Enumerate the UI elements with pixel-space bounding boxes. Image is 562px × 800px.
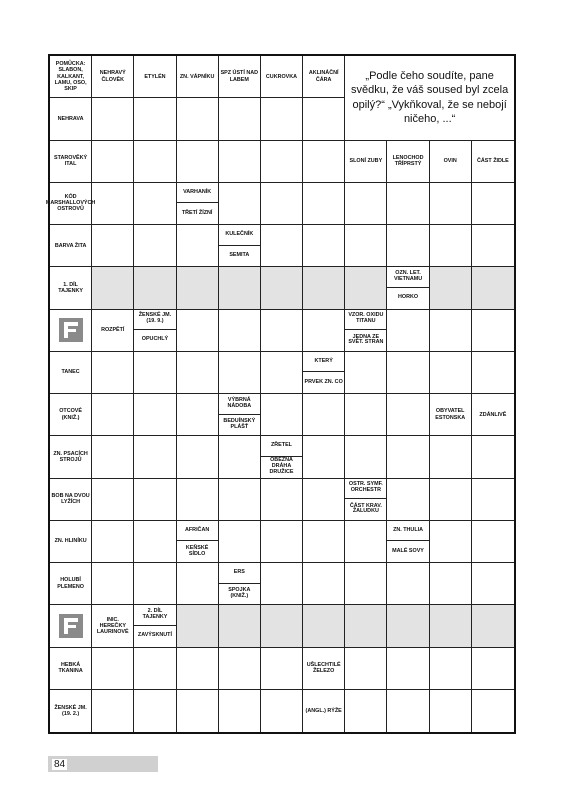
answer-cell[interactable] <box>134 352 176 394</box>
answer-cell[interactable] <box>177 479 219 521</box>
left-clue: BOB NA DVOU LYŽÍCH <box>50 479 92 521</box>
inner-clue: OBYVATEL ESTONSKA <box>430 394 472 436</box>
answer-cell[interactable] <box>261 521 303 563</box>
inner-clue: ČÁST ŽIDLE <box>472 141 514 183</box>
answer-cell[interactable] <box>177 225 219 267</box>
split-clue-cell <box>219 563 261 605</box>
answer-cell[interactable] <box>177 436 219 478</box>
answer-cell[interactable] <box>345 352 387 394</box>
clue-lower: PRVEK ZN. CO <box>304 378 343 385</box>
answer-cell[interactable] <box>303 267 345 309</box>
answer-cell[interactable] <box>345 521 387 563</box>
left-clue: HOLUBÍ PLEMENO <box>50 563 92 605</box>
clue-lower: OPUCHLÝ <box>141 336 169 343</box>
left-clue: ZN. PSACÍCH STROJŮ <box>50 436 92 478</box>
split-clue-cell <box>345 479 387 521</box>
answer-cell[interactable] <box>177 563 219 605</box>
left-clue: ZN. HLINÍKU <box>50 521 92 563</box>
clue-lower: SEMITA <box>229 251 250 258</box>
logo-cell <box>50 310 92 352</box>
split-clue-cell <box>387 521 429 563</box>
page-number-bar <box>48 756 158 772</box>
answer-cell[interactable] <box>92 141 134 183</box>
clue-lower: KEŇSKÉ SÍDLO <box>185 544 209 557</box>
left-clue: KÓD MARSHALLOVÝCH OSTROVŮ <box>50 183 92 225</box>
clue-lower: JEDNA ZE SVĚT. STRAN <box>348 333 384 346</box>
answer-cell[interactable] <box>92 521 134 563</box>
left-clue: ŽENSKÉ JM. (19. 2.) <box>50 690 92 732</box>
answer-cell[interactable] <box>303 141 345 183</box>
answer-cell[interactable] <box>261 648 303 690</box>
answer-cell[interactable] <box>92 183 134 225</box>
answer-cell[interactable] <box>303 310 345 352</box>
clue-upper: OSTR. SYMF. ORCHESTR <box>345 479 386 500</box>
answer-cell[interactable] <box>345 690 387 732</box>
answer-cell[interactable] <box>219 521 261 563</box>
answer-cell[interactable] <box>472 563 514 605</box>
clue-upper: ERS <box>219 563 260 584</box>
answer-cell[interactable] <box>261 563 303 605</box>
answer-cell[interactable] <box>219 648 261 690</box>
clue-upper: 2. DÍL TAJENKY <box>134 605 175 626</box>
answer-cell[interactable] <box>261 479 303 521</box>
answer-cell[interactable] <box>345 394 387 436</box>
inner-clue: UŠLECHTILÉ ŽELEZO <box>303 648 345 690</box>
answer-cell[interactable] <box>261 98 303 140</box>
answer-cell[interactable] <box>472 183 514 225</box>
clue-upper: VARHANÍK <box>177 183 218 204</box>
answer-cell[interactable] <box>219 690 261 732</box>
answer-cell[interactable] <box>345 183 387 225</box>
answer-cell[interactable] <box>430 521 472 563</box>
header-clue: SPZ ÚSTÍ NAD LABEM <box>219 56 261 98</box>
answer-cell[interactable] <box>303 225 345 267</box>
answer-cell[interactable] <box>134 690 176 732</box>
left-clue: BARVA ŽITA <box>50 225 92 267</box>
clue-lower: ZAVÝSKNUTÍ <box>137 632 172 639</box>
clue-lower: ČÁST KRAV. ŽALUDKU <box>349 502 382 515</box>
clue-upper: VÝBRNÁ NÁDOBA <box>219 394 260 415</box>
header-clue: AKLINÁČNÍ ČÁRA <box>303 56 345 98</box>
answer-cell[interactable] <box>472 310 514 352</box>
left-clue: TANEC <box>50 352 92 394</box>
answer-cell[interactable] <box>472 605 514 647</box>
answer-cell[interactable] <box>134 225 176 267</box>
answer-cell[interactable] <box>387 183 429 225</box>
clue-upper: ZN. THULIA <box>387 521 428 542</box>
answer-cell[interactable] <box>261 141 303 183</box>
answer-cell[interactable] <box>92 352 134 394</box>
answer-cell[interactable] <box>92 267 134 309</box>
answer-cell[interactable] <box>303 98 345 140</box>
left-clue: NEHRAVA <box>50 98 92 140</box>
clue-lower: OBĚŽNÁ DRÁHA DRUŽICE <box>269 457 294 476</box>
answer-cell[interactable] <box>303 605 345 647</box>
answer-cell[interactable] <box>387 394 429 436</box>
answer-cell[interactable] <box>303 563 345 605</box>
inner-clue: OVIN <box>430 141 472 183</box>
answer-cell[interactable] <box>303 183 345 225</box>
answer-cell[interactable] <box>134 141 176 183</box>
answer-cell[interactable] <box>219 352 261 394</box>
inner-clue: ROZPĚTÍ <box>92 310 134 352</box>
inner-clue: INIC. HEREČKY LAURINOVÉ <box>92 605 134 647</box>
puzzle-quote: „Podle čeho soudíte, pane svědku, že váš soused byl zcela opilý?“ „Vykňkoval, že se nebojí ničeho, ...“ <box>345 56 514 141</box>
answer-cell[interactable] <box>387 648 429 690</box>
answer-cell[interactable] <box>345 563 387 605</box>
header-clue: NEHRAVÝ ČLOVĚK <box>92 56 134 98</box>
crossword-grid <box>45 54 516 734</box>
answer-cell[interactable] <box>472 648 514 690</box>
answer-cell[interactable] <box>472 479 514 521</box>
answer-cell[interactable] <box>387 479 429 521</box>
clue-upper: AFRIČAN <box>177 521 218 542</box>
answer-cell[interactable] <box>430 225 472 267</box>
answer-cell[interactable] <box>303 521 345 563</box>
answer-cell[interactable] <box>134 479 176 521</box>
answer-cell[interactable] <box>134 98 176 140</box>
clue-upper: ZŘETEL <box>261 436 302 457</box>
answer-cell[interactable] <box>219 310 261 352</box>
split-clue-cell <box>177 521 219 563</box>
answer-cell[interactable] <box>219 98 261 140</box>
answer-cell[interactable] <box>387 310 429 352</box>
answer-cell[interactable] <box>345 225 387 267</box>
answer-cell[interactable] <box>430 310 472 352</box>
answer-cell[interactable] <box>92 394 134 436</box>
header-clue: ETYLÉN <box>134 56 176 98</box>
split-clue-cell <box>219 394 261 436</box>
answer-cell[interactable] <box>92 648 134 690</box>
answer-cell[interactable] <box>387 352 429 394</box>
answer-cell[interactable] <box>345 267 387 309</box>
answer-cell[interactable] <box>430 605 472 647</box>
answer-cell[interactable] <box>430 267 472 309</box>
inner-clue: ZDÁNLIVĚ <box>472 394 514 436</box>
clue-upper: OZN. LET. VIETNAMU <box>387 267 428 288</box>
answer-cell[interactable] <box>387 436 429 478</box>
answer-cell[interactable] <box>92 563 134 605</box>
answer-cell[interactable] <box>177 394 219 436</box>
split-clue-cell <box>387 267 429 309</box>
answer-cell[interactable] <box>303 479 345 521</box>
answer-cell[interactable] <box>430 183 472 225</box>
split-clue-cell <box>134 310 176 352</box>
answer-cell[interactable] <box>387 563 429 605</box>
answer-cell[interactable] <box>219 605 261 647</box>
answer-cell[interactable] <box>303 436 345 478</box>
answer-cell[interactable] <box>92 690 134 732</box>
answer-cell[interactable] <box>134 394 176 436</box>
answer-cell[interactable] <box>430 479 472 521</box>
answer-cell[interactable] <box>430 352 472 394</box>
clue-lower: HORKO <box>398 294 419 301</box>
answer-cell[interactable] <box>134 521 176 563</box>
answer-cell[interactable] <box>219 267 261 309</box>
header-clue: ZN. VÁPNÍKU <box>177 56 219 98</box>
answer-cell[interactable] <box>261 352 303 394</box>
clue-upper: ŽENSKÉ JM. (19. 9.) <box>134 310 175 331</box>
answer-cell[interactable] <box>177 648 219 690</box>
clue-lower: MALÉ SOVY <box>392 547 424 554</box>
answer-cell[interactable] <box>177 605 219 647</box>
publisher-logo-icon <box>59 318 83 342</box>
header-clue: POMŮCKA: SLABON, KALKANT, LAMU, OSO, SKIP <box>50 56 92 98</box>
answer-cell[interactable] <box>92 98 134 140</box>
answer-cell[interactable] <box>219 479 261 521</box>
left-clue: OTCOVÉ (KNIŽ.) <box>50 394 92 436</box>
answer-cell[interactable] <box>261 394 303 436</box>
clue-lower: TŘETÍ ŽÍZNÍ <box>181 209 213 216</box>
answer-cell[interactable] <box>261 225 303 267</box>
split-clue-cell <box>345 310 387 352</box>
answer-cell[interactable] <box>345 436 387 478</box>
answer-cell[interactable] <box>261 690 303 732</box>
answer-cell[interactable] <box>177 690 219 732</box>
clue-lower: BEDUÍNSKÝ PLÁŠŤ <box>223 418 256 430</box>
answer-cell[interactable] <box>92 225 134 267</box>
split-clue-cell <box>303 352 345 394</box>
answer-cell[interactable] <box>345 605 387 647</box>
split-clue-cell <box>134 605 176 647</box>
split-clue-cell <box>261 436 303 478</box>
answer-cell[interactable] <box>134 436 176 478</box>
answer-cell[interactable] <box>472 436 514 478</box>
answer-cell[interactable] <box>219 183 261 225</box>
answer-cell[interactable] <box>177 310 219 352</box>
answer-cell[interactable] <box>219 436 261 478</box>
clue-lower: SPOJKA (KNIŽ.) <box>228 587 251 599</box>
answer-cell[interactable] <box>92 436 134 478</box>
clue-upper: KTERÝ <box>303 352 344 373</box>
answer-cell[interactable] <box>472 521 514 563</box>
answer-cell[interactable] <box>219 141 261 183</box>
answer-cell[interactable] <box>134 563 176 605</box>
answer-cell[interactable] <box>472 267 514 309</box>
answer-cell[interactable] <box>134 648 176 690</box>
answer-cell[interactable] <box>134 267 176 309</box>
inner-clue: LENOCHOD TŘÍPRSTÝ <box>387 141 429 183</box>
split-clue-cell <box>177 183 219 225</box>
answer-cell[interactable] <box>472 352 514 394</box>
answer-cell[interactable] <box>177 352 219 394</box>
answer-cell[interactable] <box>472 225 514 267</box>
answer-cell[interactable] <box>92 479 134 521</box>
left-clue: STAROVĚKÝ ITAL <box>50 141 92 183</box>
answer-cell[interactable] <box>261 183 303 225</box>
answer-cell[interactable] <box>472 690 514 732</box>
answer-cell[interactable] <box>430 690 472 732</box>
answer-cell[interactable] <box>177 141 219 183</box>
answer-cell[interactable] <box>177 267 219 309</box>
inner-clue: SLONÍ ZUBY <box>345 141 387 183</box>
answer-cell[interactable] <box>430 648 472 690</box>
answer-cell[interactable] <box>430 436 472 478</box>
answer-cell[interactable] <box>303 394 345 436</box>
clue-upper: KULEČNÍK <box>219 225 260 246</box>
answer-cell[interactable] <box>387 225 429 267</box>
answer-cell[interactable] <box>345 648 387 690</box>
left-clue: HEBKÁ TKANINA <box>50 648 92 690</box>
answer-cell[interactable] <box>387 605 429 647</box>
split-clue-cell <box>219 225 261 267</box>
inner-clue: (ANGL.) RÝŽE <box>303 690 345 732</box>
header-clue: CUKROVKA <box>261 56 303 98</box>
answer-cell[interactable] <box>261 310 303 352</box>
left-clue: 1. DÍL TAJENKY <box>50 267 92 309</box>
page-number: 84 <box>54 758 66 770</box>
answer-cell[interactable] <box>177 98 219 140</box>
clue-upper: VZOR. OXIDU TITANU <box>345 310 386 331</box>
answer-cell[interactable] <box>134 183 176 225</box>
answer-cell[interactable] <box>430 563 472 605</box>
answer-cell[interactable] <box>261 605 303 647</box>
publisher-logo-icon <box>59 614 83 638</box>
answer-cell[interactable] <box>261 267 303 309</box>
logo-cell <box>50 605 92 647</box>
answer-cell[interactable] <box>387 690 429 732</box>
